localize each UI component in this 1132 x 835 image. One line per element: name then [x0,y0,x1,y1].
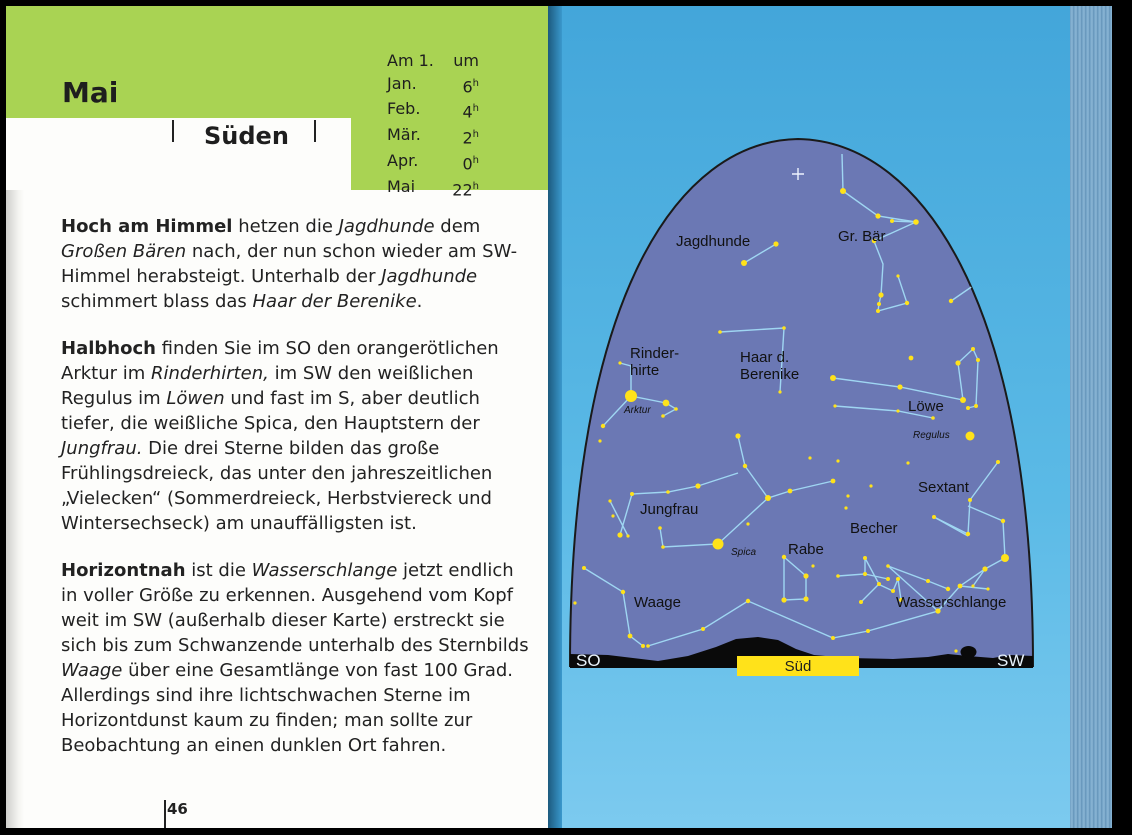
star [859,600,863,604]
times-hour-unit: h [472,77,479,89]
times-month: Feb. [387,99,421,119]
star [877,302,881,306]
star [876,309,880,313]
star [906,461,909,464]
star [646,644,650,648]
star [886,564,890,568]
star [833,404,836,407]
times-month: Mär. [387,125,421,145]
body-paragraph [61,336,531,536]
star [981,277,985,281]
lead-phrase: Hoch am Himmel [61,216,233,237]
page-number: 46 [167,800,188,818]
star-label-regulus: Regulus [913,430,950,441]
star [966,432,975,441]
times-hour [449,150,479,176]
star [971,347,975,351]
star [966,532,970,536]
times-row [387,124,479,150]
times-hour-unit: h [472,129,479,141]
star [626,534,629,537]
star [931,416,935,420]
constellation-name: Haar der Berenike [252,291,417,312]
star [765,495,771,501]
divider-right [314,120,316,142]
star [611,514,614,517]
star [831,479,836,484]
star [844,506,847,509]
direction-tab [6,118,351,190]
star [782,326,786,330]
constellation-name: Jagdhunde [338,216,435,237]
constellation-label-rabe: Rabe [788,541,824,558]
star-label-arktur: Arktur [624,405,651,416]
star [778,390,781,393]
times-hour-value: 4 [462,102,473,122]
text-run: im SW den weißlichen Regulus im [61,363,474,409]
star [958,584,963,589]
star [863,572,867,576]
text-run: hetzen die [232,216,339,237]
star [746,522,749,525]
star [878,292,883,297]
month-title: Mai [62,76,119,109]
body-paragraph [61,558,531,758]
times-table [387,50,479,202]
star [618,361,621,364]
text-run: . [416,291,423,312]
star [971,584,974,587]
star [996,460,1000,464]
body-text [61,214,531,780]
star [617,532,622,537]
text-run: finden Sie im SO den orangerötlichen Arktur im [61,338,499,384]
star [811,564,814,567]
star [840,188,846,194]
star [976,358,980,362]
times-row [387,150,479,176]
constellation-name: Wasserschlange [251,560,398,581]
constellation-label-jungfrau: Jungfrau [640,501,699,518]
star [877,582,881,586]
star [663,400,670,407]
star [846,494,849,497]
star [932,515,936,519]
star [782,555,786,559]
star [803,573,808,578]
times-header-time: um [453,51,479,70]
star [628,634,633,639]
star [831,636,835,640]
star [897,384,902,389]
star [875,213,880,218]
star [896,409,899,412]
star [960,397,966,403]
star [701,627,705,631]
times-row [387,73,479,99]
star [625,390,637,402]
text-run: dem [434,216,481,237]
constellation-label-grosser-baer: Gr. Bär [838,228,886,245]
star [641,644,645,648]
text-run: nach, der nun schon wieder am SW-Himmel herabsteigt. Unterhalb der [61,241,518,287]
times-month: Mai [387,176,416,196]
times-row [387,98,479,124]
text-run: jetzt endlich in voller Größe zu erkennen. Ausgehend vom Kopf weit im SW (außerhalb dieser Karte) erstreckt sie sich bis zum Schwanzende unterhalb des Sternbilds [61,560,529,656]
times-hour-value: 22 [452,180,473,200]
star [954,649,957,652]
star [621,590,625,594]
star-label-spica: Spica [731,547,757,558]
star [573,601,576,604]
times-header-row [387,50,479,73]
star [1001,554,1009,562]
times-month: Jan. [387,73,417,93]
times-hour [449,124,479,150]
times-month: Apr. [387,150,419,170]
star [905,301,909,305]
star [966,406,970,410]
text-run: Die drei Sterne bilden das große Frühlingsdreieck, das unter den jahreszeitlichen „Vielecken“ (Sommerdreieck, Herbstviereck und Wintersechseck) am unauffälligsten ist. [61,438,493,534]
text-run: über eine Gesamtlänge von fast 100 Grad. Allerdings sind ihre lichtschwachen Sterne im Horizontdunst kaum zu finden; man sollte zur Beobachtung an einen dunklen Ort fahren. [61,660,514,756]
times-header-date: Am 1. [387,51,434,70]
star [695,483,700,488]
horizon-label-south: Süd [784,658,812,675]
star [746,599,750,603]
star [863,556,867,560]
times-row [387,176,479,202]
constellation-label-rinderhirte: Rinder-hirte [630,345,680,379]
times-hour-unit: h [472,180,479,192]
star [674,407,678,411]
star [982,566,987,571]
lead-phrase: Halbhoch [61,338,156,359]
direction-title: Süden [204,122,289,150]
text-run: schimmert blass das [61,291,253,312]
constellation-label-haar-der-berenike: Haar d. Berenike [740,349,800,383]
constellation-name: Waage [61,660,123,681]
star [788,489,793,494]
star [718,330,722,334]
star [713,539,724,550]
times-hour-value: 2 [462,128,473,148]
times-hour [449,73,479,99]
star [896,577,900,581]
text-run: und fast im S, aber deutlich tiefer, die weißliche Spica, den Hauptstern der [61,388,480,434]
times-hour [449,176,479,202]
star [1001,519,1005,523]
star [735,433,740,438]
star [986,587,989,590]
star [808,456,811,459]
horizon-label-southwest: SW [997,651,1025,670]
times-hour-unit: h [472,103,479,115]
star [781,597,786,602]
constellation-name: Rinderhirten, [150,363,269,384]
body-paragraph [61,214,531,314]
divider-left [172,120,174,142]
star [886,577,890,581]
times-hour-value: 0 [462,154,473,174]
star [909,356,914,361]
times-hour-value: 6 [462,76,473,96]
star [773,241,778,246]
constellation-label-waage: Waage [634,594,681,611]
star [866,629,870,633]
horizon-label-southeast: SO [576,651,601,670]
star [630,492,634,496]
star-map [548,6,1112,828]
star [601,424,605,428]
constellation-label-becher: Becher [850,520,898,537]
constellation-label-jagdhunde: Jagdhunde [676,233,751,250]
star [803,596,808,601]
star [661,545,665,549]
star [946,587,950,591]
constellation-label-sextant: Sextant [918,479,969,496]
constellation-name: Großen Bären [61,241,187,262]
star [974,404,978,408]
star [743,464,747,468]
star [582,566,586,570]
star [608,499,611,502]
star [658,526,662,530]
star [968,498,972,502]
text-run: ist die [185,560,252,581]
star [890,219,894,223]
constellation-line [892,221,916,222]
star [891,589,895,593]
star [741,260,747,266]
lead-phrase: Horizontnah [61,560,186,581]
star [949,299,953,303]
constellation-name: Jungfrau. [61,438,143,459]
star [666,490,670,494]
star [926,579,930,583]
star [836,574,840,578]
star [896,274,899,277]
times-hour [449,98,479,124]
times-hour-unit: h [472,154,479,166]
star [869,484,872,487]
star [598,439,601,442]
constellation-line [842,154,843,191]
left-page [6,6,548,828]
constellation-label-loewe: Löwe [908,398,944,415]
page-number-rule [164,800,166,828]
star [661,414,665,418]
star [913,219,919,225]
star [955,360,960,365]
constellation-name: Löwen [166,388,225,409]
constellation-label-wasserschlange: Wasserschlange [896,594,1007,611]
constellation-name: Jagdhunde [381,266,478,287]
star [830,375,836,381]
star [836,459,839,462]
